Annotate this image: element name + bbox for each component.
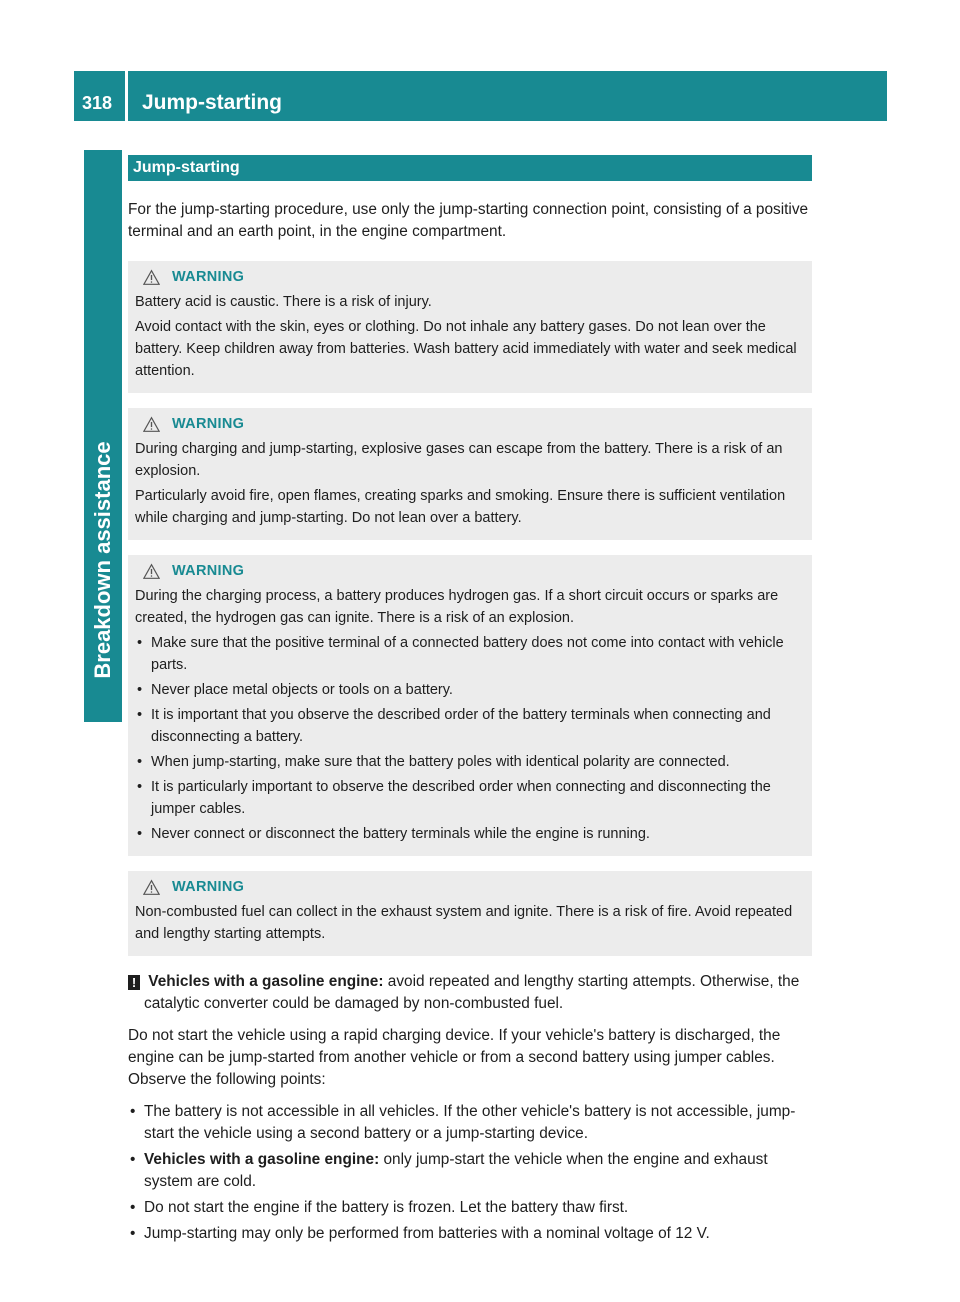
list-item: • The battery is not accessible in all vehicles. If the other vehicle's battery is not accessible, jump-start the vehicle using a second battery or a jump-starting device.: [128, 1101, 812, 1145]
warning-box: [128, 871, 812, 956]
warning-triangle-icon: [143, 879, 160, 896]
list-item: • Vehicles with a gasoline engine: only jump-start the vehicle when the engine and exhaust system are cold.: [128, 1149, 812, 1193]
notice-paragraph: [128, 971, 812, 1015]
warning-text: During charging and jump-starting, explosive gases can escape from the battery. There is a risk of an explosion.: [135, 441, 783, 479]
warning-bullet-list: [135, 632, 804, 845]
warning-text: Non-combusted fuel can collect in the exhaust system and ignite. There is a risk of fire. Avoid repeated and lengthy starting attempts.: [135, 904, 793, 942]
list-item: • Never place metal objects or tools on a battery.: [135, 679, 804, 701]
warning-text: Battery acid is caustic. There is a risk of injury.: [135, 294, 432, 310]
list-item: • Make sure that the positive terminal of a connected battery does not come into contact with vehicle parts.: [135, 632, 804, 676]
list-item: • It is particularly important to observe the described order when connecting and disconnecting the jumper cables.: [135, 776, 804, 820]
point-bold-lead: Vehicles with a gasoline engine:: [144, 1151, 380, 1168]
warning-text: During the charging process, a battery produces hydrogen gas. If a short circuit occurs or sparks are created, the hydrogen gas can ignite. There is a risk of an explosion.: [135, 588, 779, 626]
warning-box: [128, 408, 812, 540]
list-item: • When jump-starting, make sure that the battery poles with identical polarity are connected.: [135, 751, 804, 773]
chapter-title: Jump-starting: [142, 91, 283, 114]
body-paragraph: Do not start the vehicle using a rapid charging device. If your vehicle's battery is discharged, the engine can be jump-started from another vehicle or from a second battery using jumper cables. Observe the following points:: [128, 1027, 781, 1088]
list-item: • Jump-starting may only be performed from batteries with a nominal voltage of 12 V.: [128, 1223, 812, 1245]
points-list: [128, 1101, 812, 1245]
warning-triangle-icon: [143, 563, 160, 580]
list-item: • Never connect or disconnect the battery terminals while the engine is running.: [135, 823, 804, 845]
exclamation-icon: !: [128, 975, 140, 990]
intro-paragraph: For the jump-starting procedure, use only the jump-starting connection point, consisting of a positive terminal and an earth point, in the engine compartment.: [128, 201, 809, 240]
warning-triangle-icon: [143, 416, 160, 433]
warning-box: [128, 261, 812, 393]
page-number: 318: [82, 93, 113, 113]
page-header-bar: [74, 71, 887, 121]
warning-text: Avoid contact with the skin, eyes or clothing. Do not inhale any battery gases. Do not lean over the battery. Keep children away from batteries. Wash battery acid immediately with water and seek medical attention.: [135, 319, 797, 379]
section-heading: Jump-starting: [128, 155, 812, 181]
notice-lead: Vehicles with a gasoline engine:: [148, 973, 384, 990]
list-item: • Do not start the engine if the battery is frozen. Let the battery thaw first.: [128, 1197, 812, 1219]
header-divider: [125, 71, 128, 121]
warning-title: WARNING: [172, 416, 245, 432]
list-item: • It is important that you observe the described order of the battery terminals when connecting and disconnecting a battery.: [135, 704, 804, 748]
warning-box: [128, 555, 812, 856]
main-content: [128, 155, 812, 1249]
notice-text: avoid repeated and lengthy starting attempts. Otherwise, the catalytic converter could be damaged by non-combusted fuel.: [144, 973, 800, 1012]
warning-title: WARNING: [172, 563, 245, 579]
side-tab-label: Breakdown assistance: [90, 441, 115, 679]
warning-title: WARNING: [172, 269, 245, 285]
warning-triangle-icon: [143, 269, 160, 286]
warning-title: WARNING: [172, 879, 245, 895]
warning-text: Particularly avoid fire, open flames, creating sparks and smoking. Ensure there is sufficient ventilation while charging and jump-starting. Do not lean over a battery.: [135, 488, 786, 526]
